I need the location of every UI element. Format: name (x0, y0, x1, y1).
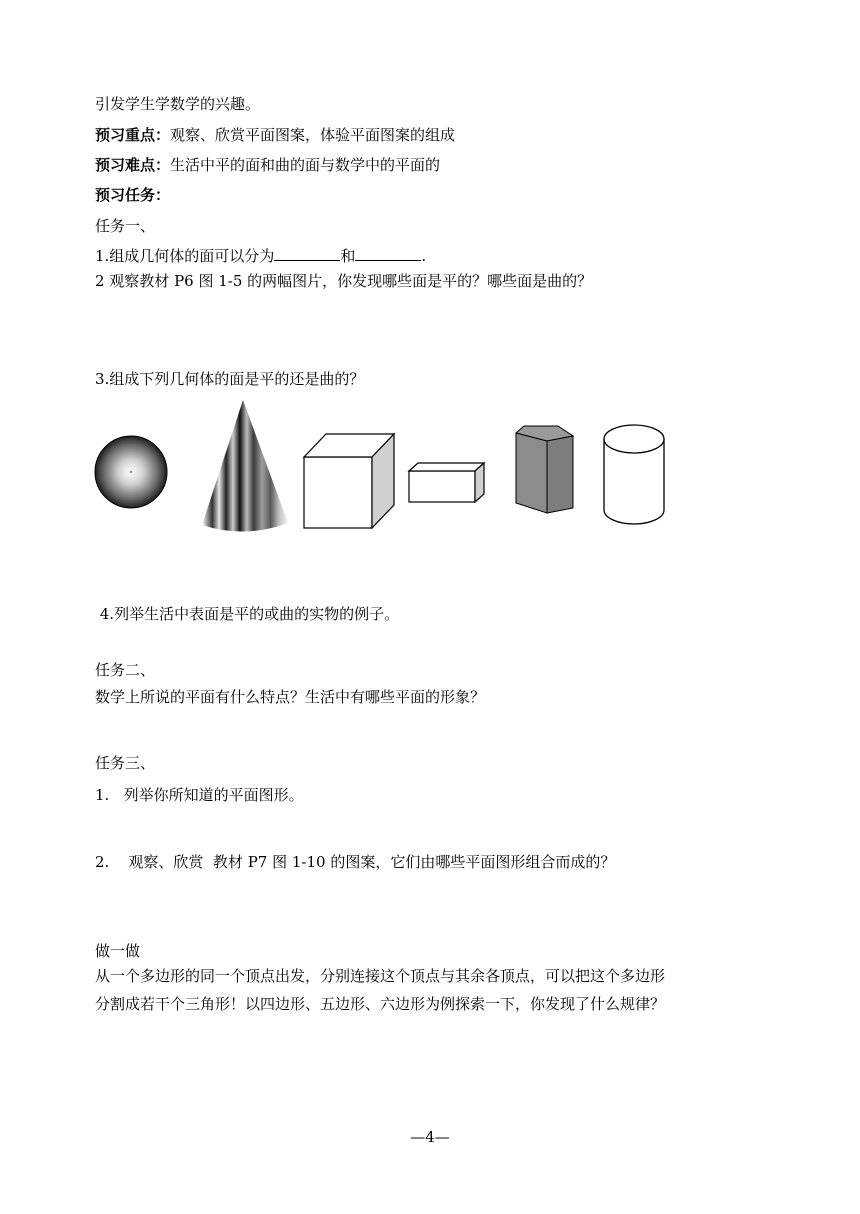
task1-title: 任务一、 (95, 217, 156, 235)
task3-question-1: 1. 列举你所知道的平面图形。 (95, 786, 304, 804)
question-1-mid: 和 (340, 247, 356, 265)
intro-line: 引发学生学数学的兴趣。 (95, 95, 261, 113)
sphere-shape (95, 436, 167, 508)
task2-question: 数学上所说的平面有什么特点？生活中有哪些平面的形象？ (95, 688, 486, 706)
question-4: 4.列举生活中表面是平的或曲的实物的例子。 (95, 605, 400, 623)
preview-difficulty (95, 155, 440, 175)
activity-title: 做一做 (95, 942, 141, 960)
preview-difficulty-label: 预习难点： (95, 156, 171, 174)
page-number: —4— (410, 1128, 450, 1146)
task3-title: 任务三、 (95, 754, 156, 772)
answer-blank-2[interactable] (355, 246, 421, 261)
answer-blank-1[interactable] (274, 246, 340, 261)
question-3: 3.组成下列几何体的面是平的还是曲的？ (95, 370, 365, 388)
preview-focus-label: 预习重点： (95, 126, 171, 144)
preview-focus (95, 125, 455, 145)
question-2: 2 观察教材 P6 图 1-5 的两幅图片，你发现哪些面是平的？哪些面是曲的？ (95, 272, 593, 290)
cone-shape (202, 400, 288, 532)
activity-line-2: 分割成若干个三角形！以四边形、五边形、六边形为例探索一下，你发现了什么规律？ (95, 995, 666, 1013)
pentagonal-prism-shape (516, 426, 573, 513)
preview-tasks-label: 预习任务： (95, 186, 171, 204)
cylinder-shape (604, 425, 664, 524)
question-1 (95, 246, 426, 266)
question-1-prefix: 1.组成几何体的面可以分为 (95, 247, 275, 265)
cube-shape (304, 434, 394, 528)
task3-question-2: 2. 观察、欣赏 教材 P7 图 1-10 的图案，它们由哪些平面图形组合而成的？ (95, 853, 616, 871)
task2-title: 任务二、 (95, 661, 156, 679)
preview-difficulty-text: 生活中平的面和曲的面与数学中的平面的 (170, 156, 441, 174)
activity-line-1: 从一个多边形的同一个顶点出发，分别连接这个顶点与其余各顶点，可以把这个多边形 (95, 967, 666, 985)
cuboid-shape (409, 463, 484, 502)
question-1-end: . (421, 247, 427, 265)
preview-focus-text: 观察、欣赏平面图案，体验平面图案的组成 (170, 126, 456, 144)
geometric-solids-figure (0, 392, 860, 542)
